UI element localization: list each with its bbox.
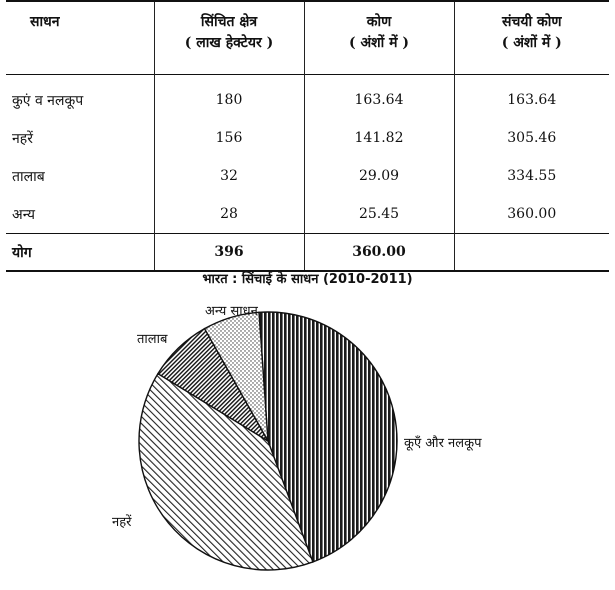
pie-chart-title: भारत : सिंचाई के साधन (2010-2011)	[202, 272, 413, 287]
table-row	[6, 157, 609, 195]
cell-area: 156	[154, 119, 304, 157]
cell-area: 28	[154, 195, 304, 234]
header-source	[6, 1, 154, 75]
header-area-unit: ( लाख हेक्टेयर )	[184, 35, 274, 51]
irrigation-pie-chart	[0, 290, 615, 590]
pie-slice-label: नहरें	[112, 515, 132, 530]
header-angle-label: कोण	[366, 14, 392, 30]
irrigation-table-container	[6, 0, 609, 272]
total-angle: 360.00	[304, 234, 454, 272]
cell-source: कुएं व नलकूप	[12, 92, 84, 109]
cell-cumulative: 163.64	[454, 75, 609, 120]
header-cumulative-unit: ( अंशों में )	[501, 35, 562, 51]
pie-slices	[139, 312, 397, 570]
total-label: योग	[12, 244, 32, 261]
pie-slice-label: कूएँ और नलकूप	[404, 436, 482, 451]
pie-slice-label: अन्य साधन	[205, 304, 258, 319]
table-total-row	[6, 234, 609, 272]
cell-cumulative: 334.55	[454, 157, 609, 195]
header-cumulative	[454, 1, 609, 75]
cell-angle: 163.64	[304, 75, 454, 120]
table-row	[6, 119, 609, 157]
irrigation-data-table	[6, 0, 609, 272]
cell-angle: 29.09	[304, 157, 454, 195]
pie-slice-label: तालाब	[137, 332, 168, 347]
cell-source: अन्य	[12, 206, 35, 223]
cell-cumulative: 360.00	[454, 195, 609, 234]
table-row	[6, 195, 609, 234]
total-area: 396	[154, 234, 304, 272]
cell-angle: 25.45	[304, 195, 454, 234]
header-area	[154, 1, 304, 75]
cell-area: 32	[154, 157, 304, 195]
cell-source: तालाब	[12, 168, 45, 185]
table-header-row	[6, 1, 609, 75]
header-area-label: सिंचित क्षेत्र	[200, 14, 258, 30]
cell-area: 180	[154, 75, 304, 120]
total-cumulative	[454, 234, 609, 272]
table-row	[6, 75, 609, 120]
cell-angle: 141.82	[304, 119, 454, 157]
header-cumulative-label: संचयी कोण	[502, 14, 562, 30]
header-angle	[304, 1, 454, 75]
header-source-label: साधन	[30, 14, 60, 30]
cell-cumulative: 305.46	[454, 119, 609, 157]
cell-source: नहरें	[12, 130, 33, 147]
header-angle-unit: ( अंशों में )	[348, 35, 410, 51]
